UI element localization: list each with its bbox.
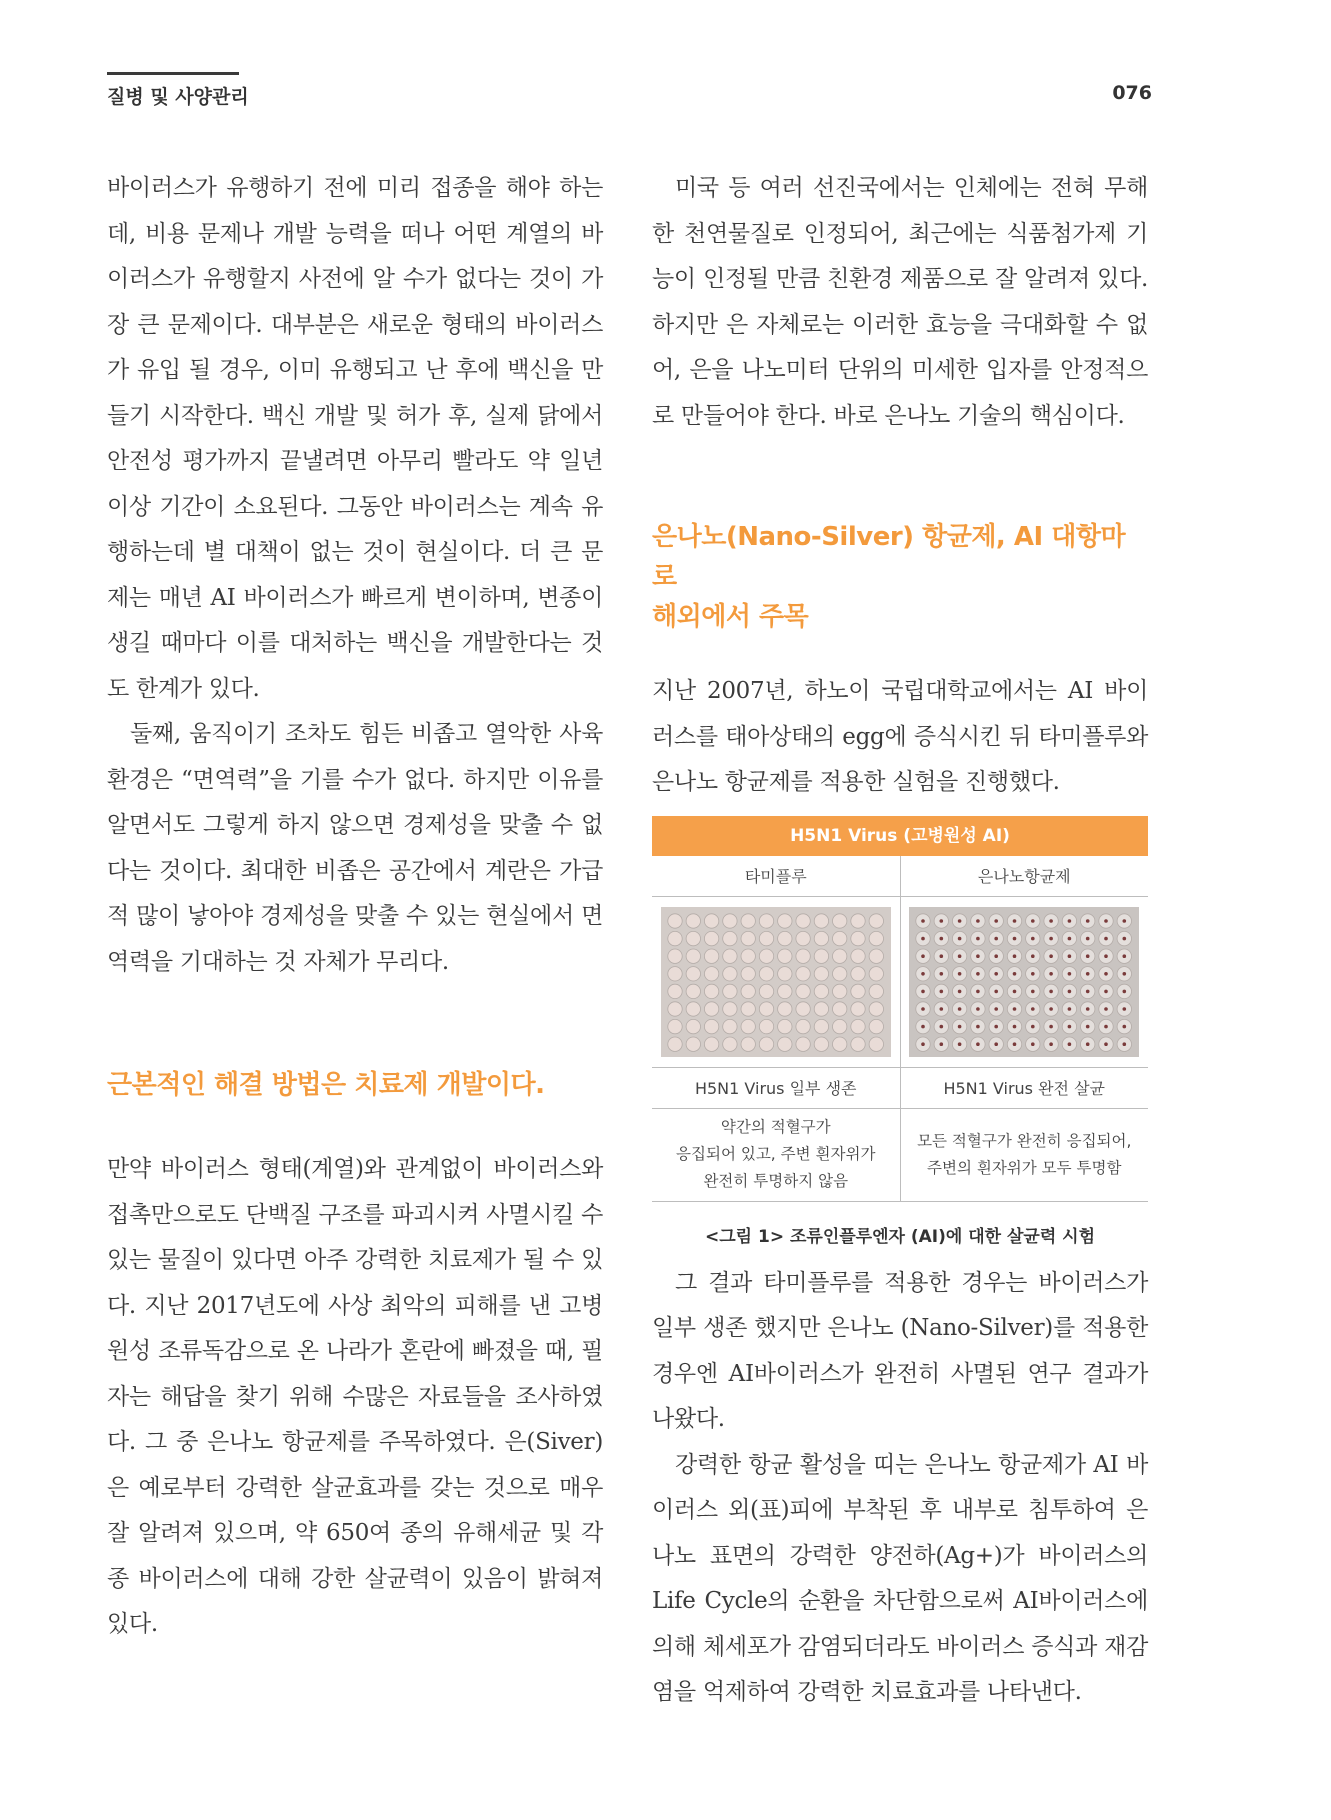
- figure-col2-desc-line-1: 모든 적혈구가 완전히 응집되어,: [917, 1131, 1132, 1150]
- figure: [652, 816, 1148, 1247]
- page-number: 076: [1112, 82, 1152, 104]
- right-heading-line-2: 해외에서 주목: [652, 602, 809, 632]
- header-rule: [107, 72, 239, 75]
- right-heading-line-1: 은나노(Nano-Silver) 항균제, AI 대항마로: [652, 522, 1126, 592]
- figure-col1-desc-line-2: 응집되어 있고, 주변 흰자위가: [676, 1145, 876, 1163]
- figure-col1-header: 타미플루: [652, 856, 900, 897]
- figure-col1-desc-line-3: 완전히 투명하지 않음: [703, 1172, 849, 1190]
- figure-col1-result: H5N1 Virus 일부 생존: [652, 1067, 900, 1108]
- figure-col1-description: [652, 1108, 900, 1201]
- left-heading: 근본적인 해결 방법은 치료제 개발이다.: [107, 1070, 545, 1100]
- left-paragraph-1: 바이러스가 유행하기 전에 미리 접종을 해야 하는데, 비용 문제나 개발 능력을 떠나 어떤 계열의 바이러스가 유행할지 사전에 알 수가 없다는 것이 가장 큰 문제이다. 대부분은 새로운 형태의 바이러스가 유입 될 경우, 이미 유행되고 난 후에 백신을 만들기 시작한다. 백신 개발 및 허가 후, 실제 닭에서 안전성 평가까지 끝낼려면 아무리 빨라도 약 일년 이상 기간이 소요된다. 그동안 바이러스는 계속 유행하는데 별 대책이 없는 것이 현실이다. 더 큰 문제는 매년 AI 바이러스가 빠르게 변이하며, 변종이 생길 때마다 이를 대처하는 백신을 개발한다는 것도 한계가 있다.: [107, 175, 603, 702]
- left-paragraph-2: 둘째, 움직이기 조차도 힘든 비좁고 열악한 사육 환경은 “면역력”을 기를 수가 없다. 하지만 이유를 알면서도 그렇게 하지 않으면 경제성을 맞출 수 없다는 것이다. 최대한 비좁은 공간에서 계란은 가급적 많이 낳아야 경제성을 맞출 수 있는 현실에서 면역력을 기대하는 것 자체가 무리다.: [107, 721, 603, 975]
- left-paragraph-3: 만약 바이러스 형태(계열)와 관계없이 바이러스와 접촉만으로도 단백질 구조를 파괴시켜 사멸시킬 수 있는 물질이 있다면 아주 강력한 치료제가 될 수 있다. 지난 2017년도에 사상 최악의 피해를 낸 고병원성 조류독감으로 온 나라가 혼란에 빠졌을 때, 필자는 해답을 찾기 위해 수많은 자료들을 조사하였다. 그 중 은나노 항균제를 주목하였다. 은(Siver)은 예로부터 강력한 살균효과를 갖는 것으로 매우 잘 알려져 있으며, 약 650여 종의 유해세균 및 각종 바이러스에 대해 강한 살균력이 있음이 밝혀져 있다.: [107, 1156, 603, 1637]
- right-column: [652, 166, 1148, 1716]
- right-paragraph-3: 그 결과 타미플루를 적용한 경우는 바이러스가 일부 생존 했지만 은나노 (Nano-Silver)를 적용한 경우엔 AI바이러스가 완전히 사멸된 연구 결과가 나왔다.: [652, 1269, 1148, 1432]
- figure-col2-description: [900, 1108, 1148, 1201]
- figure-col1-desc-line-1: 약간의 적혈구가: [720, 1118, 831, 1136]
- figure-title: H5N1 Virus (고병원성 AI): [652, 816, 1148, 856]
- right-heading: [652, 517, 1148, 637]
- figure-col2-desc-line-2: 주변의 흰자위가 모두 투명함: [927, 1158, 1122, 1177]
- figure-col2-header: 은나노항균제: [900, 856, 1148, 897]
- figure-caption: <그림 1> 조류인플루엔자 (AI)에 대한 살균력 시험: [704, 1226, 1096, 1247]
- right-paragraph-2: 지난 2007년, 하노이 국립대학교에서는 AI 바이러스를 태아상태의 egg에 증식시킨 뒤 타미플루와 은나노 항균제를 적용한 실험을 진행했다.: [652, 678, 1148, 795]
- figure-nanosilver-plate-cell: [900, 896, 1148, 1067]
- right-paragraph-1: 미국 등 여러 선진국에서는 인체에는 전혀 무해한 천연물질로 인정되어, 최근에는 식품첨가제 기능이 인정될 만큼 친환경 제품으로 잘 알려져 있다. 하지만 은 자체로는 이러한 효능을 극대화할 수 없어, 은을 나노미터 단위의 미세한 입자를 안정적으로 만들어야 한다. 바로 은나노 기술의 핵심이다.: [652, 175, 1148, 429]
- nanosilver-plate-image: [909, 907, 1139, 1057]
- figure-col2-result: H5N1 Virus 완전 살균: [900, 1067, 1148, 1108]
- figure-tamiflu-plate-cell: [652, 896, 900, 1067]
- tamiflu-plate-image: [661, 907, 891, 1057]
- section-label: 질병 및 사양관리: [107, 86, 249, 108]
- figure-table: [652, 856, 1148, 1202]
- right-paragraph-4: 강력한 항균 활성을 띠는 은나노 항균제가 AI 바이러스 외(표)피에 부착된 후 내부로 침투하여 은나노 표면의 강력한 양전하(Ag+)가 바이러스의 Life Cycle의 순환을 차단함으로써 AI바이러스에 의해 체세포가 감염되더라도 바이러스 증식과 재감염을 억제하여 강력한 치료효과를 나타낸다.: [652, 1451, 1148, 1705]
- left-column: [107, 166, 603, 1648]
